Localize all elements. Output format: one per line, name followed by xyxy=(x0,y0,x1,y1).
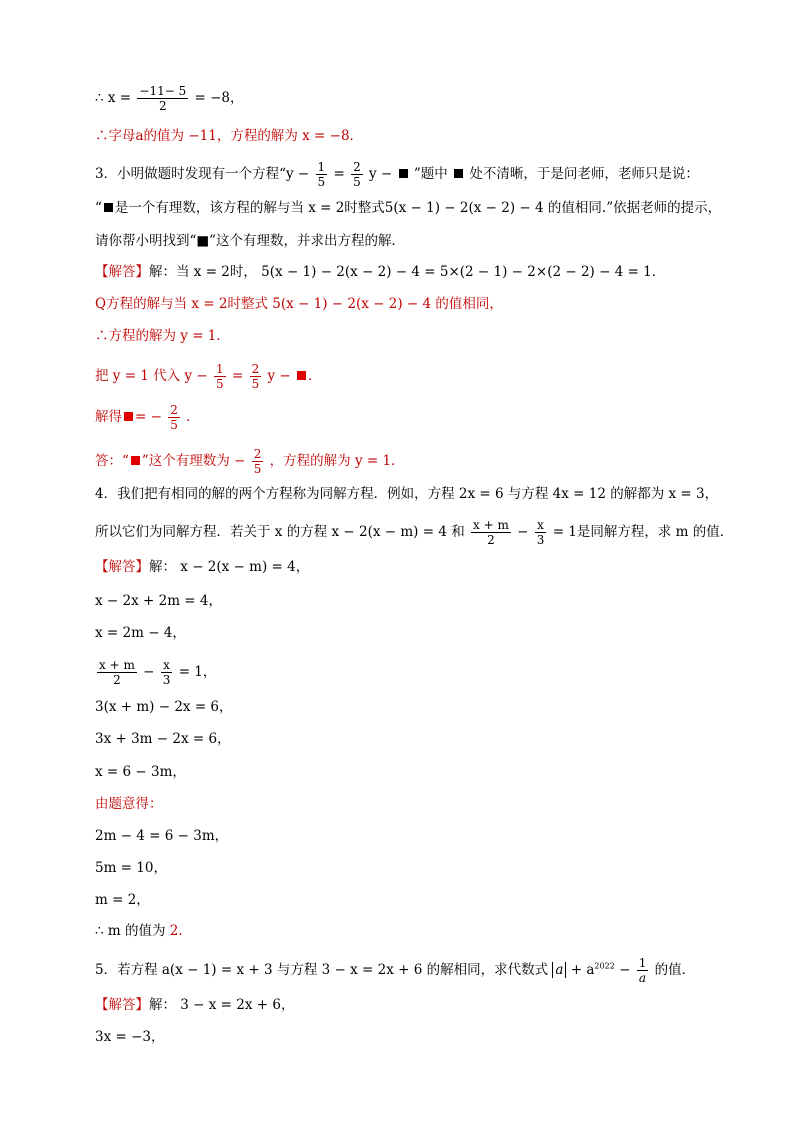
fraction: $\frac{2}{5}$ xyxy=(353,160,361,189)
fraction: $\frac{1}{a}$ xyxy=(638,956,647,985)
answer-5-line-2: 3x = −3， xyxy=(95,1029,165,1045)
answer-tag: 【解答】 xyxy=(95,997,149,1013)
answer-3-line-4: 把 y = 1 代入 y − $\frac{1}{5}$ = $\frac{2}{5}$ y − ． xyxy=(95,362,322,391)
black-square-icon xyxy=(399,169,408,178)
answer-4-line-3: x = 2m − 4， xyxy=(95,625,186,641)
answer-3-line-6: 答：“ ”这个有理数为 − $\frac{2}{5}$ ，方程的解为 y = 1． xyxy=(95,447,405,476)
answer-4-line-6: 3x + 3m − 2x = 6， xyxy=(95,731,231,747)
question-5-line-1: 5．若方程 a(x − 1) = x + 3 与方程 3 − x = 2x + 6 的解相同，求代数式 $a + a^{2022}$ − $\frac{1}{a}$ 的值． xyxy=(95,956,696,985)
fraction: $\frac{x}{3}$ xyxy=(536,518,545,547)
answer-4-line-12: ∴ m 的值为 2． xyxy=(95,923,192,939)
red-square-icon xyxy=(124,412,133,421)
solution-line: ∴ x = $\frac{-11- 5}{2}$ = −8， xyxy=(95,84,244,113)
question-4-line-1: 4．我们把有相同的解的两个方程称为同解方程．例如，方程 2x = 6 与方程 4x = 12 的解都为 x = 3， xyxy=(95,486,719,502)
fraction: $\frac{2}{5}$ xyxy=(253,447,262,476)
answer-5-line-1: 【解答】解： 3 − x = 2x + 6， xyxy=(95,997,295,1013)
question-3-line-2: “ 是一个有理数，该方程的解与当 x = 2时整式5(x − 1) − 2(x − 2) − 4 的值相同.”依据老师的提示， xyxy=(95,200,722,216)
black-square-icon xyxy=(104,203,113,212)
black-square-icon xyxy=(454,169,463,178)
answer-3-line-2: Q方程的解与当 x = 2时整式 5(x − 1) − 2(x − 2) − 4 的值相同， xyxy=(95,296,503,312)
question-3-line-3: 请你帮小明找到“■”这个有理数，并求出方程的解． xyxy=(95,233,406,249)
answer-4-line-5: 3(x + m) − 2x = 6， xyxy=(95,699,233,715)
fraction: $\frac{1}{5}$ xyxy=(216,362,224,391)
solution-line: ∴字母a的值为 −11，方程的解为 x = −8． xyxy=(95,128,364,144)
red-square-icon xyxy=(131,456,140,465)
fraction: $\frac{x + m}{2}$ xyxy=(99,658,135,687)
fraction: $\frac{-11- 5}{2}$ xyxy=(139,84,187,113)
red-square-icon xyxy=(297,371,306,380)
fraction: $\frac{x}{3}$ xyxy=(162,658,171,687)
answer-3-line-5: 解得 = − $\frac{2}{5}$ ． xyxy=(95,403,200,432)
fraction: $\frac{2}{5}$ xyxy=(251,362,260,391)
answer-3-line-1: 【解答】解：当 x = 2时， 5(x − 1) − 2(x − 2) − 4 = 5×(2 − 1) − 2×(2 − 2) − 4 = 1． xyxy=(95,264,666,280)
question-4-line-2: 所以它们为同解方程．若关于 x 的方程 x − 2(x − m) = 4 和 $\frac{x + m}{2}$ − $\frac{x}{3}$ = 1是同解方程，求 m 的值． xyxy=(95,518,734,547)
answer-4-line-9: 2m − 4 = 6 − 3m， xyxy=(95,828,229,844)
fraction: $\frac{x + m}{2}$ xyxy=(473,518,509,547)
answer-3-line-3: ∴方程的解为 y = 1． xyxy=(95,328,230,344)
answer-4-line-1: 【解答】解： x − 2(x − m) = 4， xyxy=(95,559,310,575)
fraction: $\frac{1}{5}$ xyxy=(317,160,326,189)
question-3-line-1: 3．小明做题时发现有一个方程“y − $\frac{1}{5}$ = $\frac{2}{5}$ y − ”题中 处不清晰，于是问老师，老师只是说： xyxy=(95,160,699,189)
answer-tag: 【解答】 xyxy=(95,559,149,575)
answer-4-line-8: 由题意得： xyxy=(95,796,163,812)
answer-4-line-11: m = 2， xyxy=(95,892,150,908)
answer-4-line-10: 5m = 10， xyxy=(95,860,167,876)
answer-4-line-7: x = 6 − 3m， xyxy=(95,764,186,780)
answer-4-line-4: $\frac{x + m}{2}$ − $\frac{x}{3}$ = 1， xyxy=(99,658,217,687)
fraction: $\frac{2}{5}$ xyxy=(170,403,178,432)
answer-tag: 【解答】 xyxy=(95,264,149,280)
answer-4-line-2: x − 2x + 2m = 4， xyxy=(95,593,222,609)
